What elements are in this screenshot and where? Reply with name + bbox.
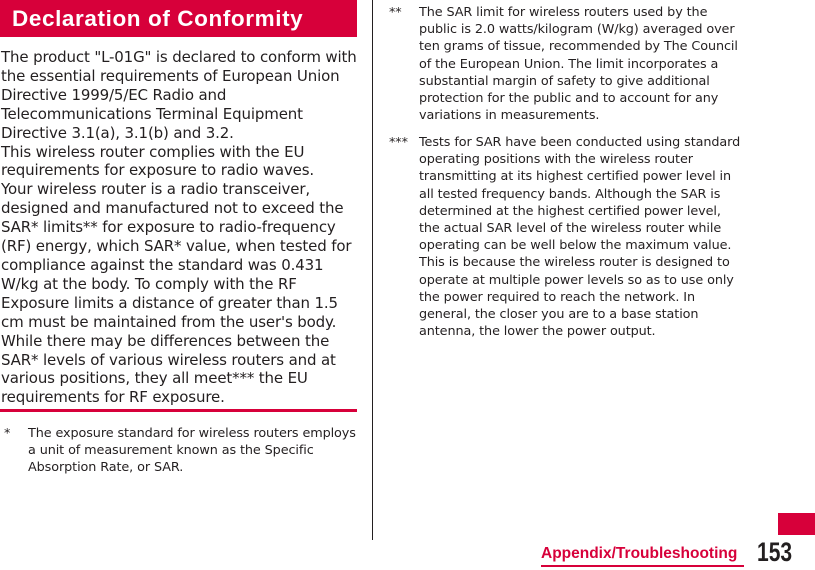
footnote-mark: ** — [389, 5, 402, 20]
sar-levels-paragraph: While there may be differences between the SAR* levels of various wireless routers and at various positions, they all meet*** the EU requirements for RF exposure. — [1, 331, 336, 407]
page-number: 153 — [757, 537, 793, 567]
sar-paragraph: Your wireless router is a radio transceiver, designed and manufactured not to exceed the SAR* limits** for exposure to radio-frequency (RF) energy, which SAR* value, when tested for compliance against the standard was 0.431 W/kg at the body. To comply with the RF Exposure limits a distance of greater than 1.5 cm must be maintained from the user's body. — [1, 180, 352, 331]
footnote-text: The exposure standard for wireless routers employs a unit of measurement known as the Specific Absorption Rate, or SAR. — [28, 426, 356, 476]
column-divider — [372, 0, 373, 540]
title-bar — [0, 0, 357, 37]
conformity-paragraph: The product "L-01G" is declared to conform with the essential requirements of European Union Directive 1999/5/EC Radio and Telecommunications Terminal Equipment Directive 3.1(a), 3.1(b) and 3.2. — [1, 48, 357, 142]
footnote-text: The SAR limit for wireless routers used by the public is 2.0 watts/kilogram (W/kg) averaged over ten grams of tissue, recommended by The Council of the European Union. The limit incorporates a substantial margin of safety to give additional protection for the public and to account for any variations in measurements. — [419, 5, 738, 124]
footer-underline — [541, 565, 744, 567]
main-body — [1, 48, 359, 407]
footer-section-label: Appendix/Troubleshooting — [541, 545, 738, 562]
section-divider-rule — [0, 409, 357, 412]
footnote-mark: * — [4, 426, 11, 441]
compliance-paragraph: This wireless router complies with the EU requirements for exposure to radio waves. — [1, 142, 315, 180]
chapter-tab-marker — [778, 513, 815, 535]
footnote-text-part2: This is because the wireless router is designed to operate at multiple power levels so as to use only the power required to reach the network. In general, the closer you are to a base station antenna, the lower the power output. — [419, 255, 734, 340]
footnote-mark: *** — [389, 135, 408, 150]
footnote-text-part1: Tests for SAR have been conducted using standard operating positions with the wireless router transmitting at its highest certified power level in all tested frequency bands. Although the SAR is determined at the highest certified power level, the actual SAR level of the wireless router while operating can be well below the maximum value. — [419, 135, 741, 254]
page-title: Declaration of Conformity — [12, 6, 304, 31]
